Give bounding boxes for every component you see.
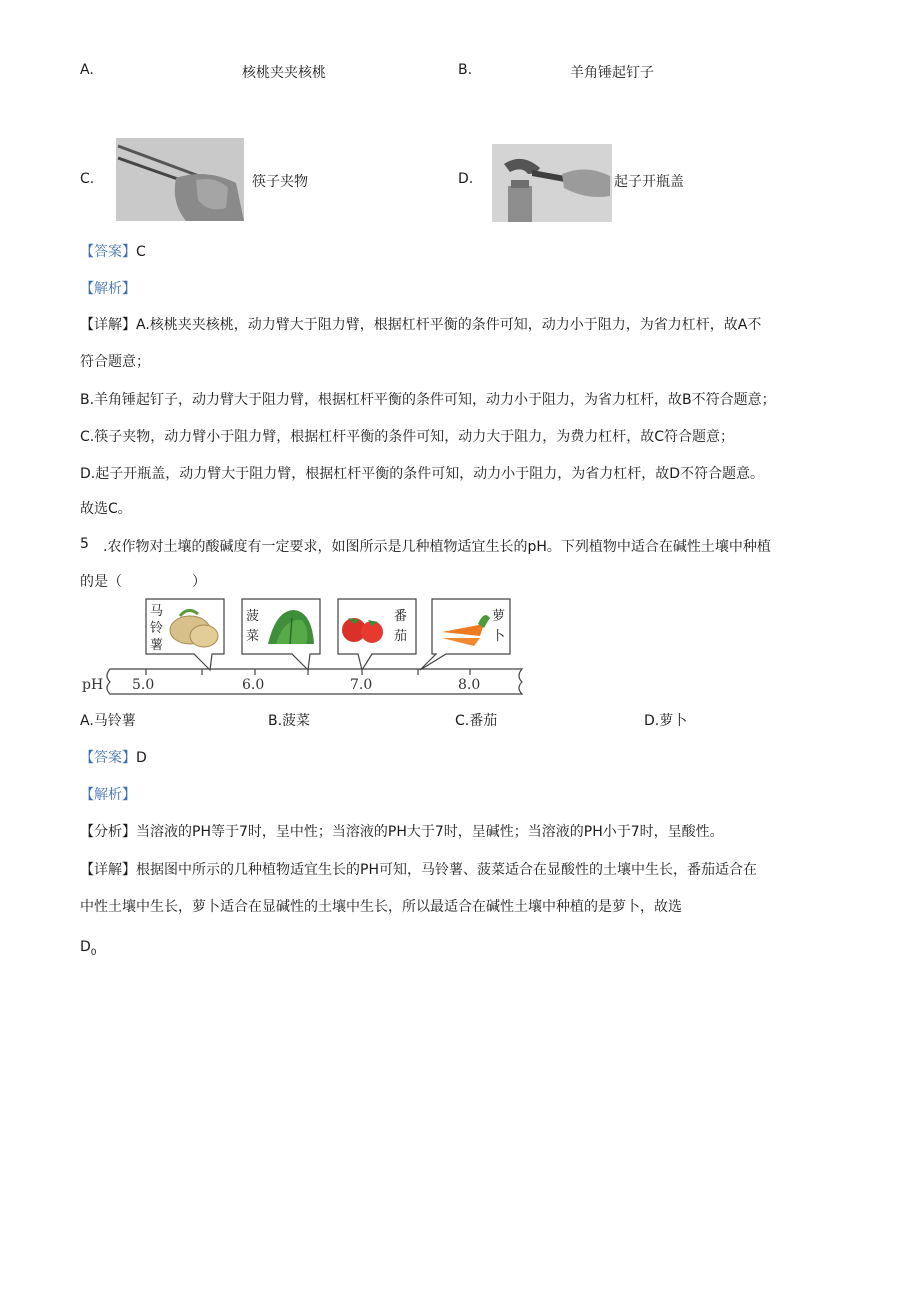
tomato-label-char-2: 茄 [394, 629, 408, 644]
q5-stem-line-2: 的是（ ） [80, 574, 206, 590]
chopsticks-photo [116, 138, 244, 221]
q4-conclusion: 故选C。 [80, 501, 132, 517]
tick-label-5: 5.0 [132, 677, 155, 693]
option-c-letter: C. [80, 171, 95, 187]
q5-detail-final-sub: 0 [90, 947, 97, 958]
q4-detail-line-4: C.筷子夹物，动力臂小于阻力臂，根据杠杆平衡的条件可知，动力大于阻力，为费力杠杆，故C符合题意； [80, 429, 734, 445]
option-b-letter: B. [458, 62, 473, 78]
q5-number: 5 [80, 536, 89, 552]
option-b-text: 羊角锤起钉子 [570, 65, 654, 81]
q5-answer-tag: 【答案】 [80, 750, 136, 766]
tick-label-6: 6.0 [242, 677, 265, 693]
potato-label-char-1: 马 [150, 604, 164, 619]
q5-detail-line-1 [80, 859, 757, 879]
q4-detail-line-1 [80, 314, 761, 334]
q5-detail-final-letter: D [80, 939, 91, 955]
callout-radish [420, 599, 510, 670]
option-d-letter: D. [458, 171, 474, 187]
callout-tomato [338, 599, 416, 670]
tomato-label-char-1: 番 [394, 609, 408, 624]
radish-label-char-1: 萝 [492, 609, 506, 624]
callout-potato [146, 599, 224, 670]
callout-spinach [242, 599, 320, 670]
potato-label-char-3: 薯 [150, 638, 164, 653]
q5-fenxi-text: 当溶液的PH等于7时，呈中性；当溶液的PH大于7时，呈碱性；当溶液的PH小于7时，呈酸性。 [136, 824, 724, 840]
analysis-tag: 【解析】 [80, 281, 136, 297]
q5-detail-line-3 [80, 939, 97, 958]
tick-label-8: 8.0 [458, 677, 481, 693]
q5-analysis-line [80, 784, 136, 804]
detail-tag: 【详解】 [80, 317, 136, 333]
answer-tag: 【答案】 [80, 244, 136, 260]
ph-axis-label: pH [82, 677, 104, 693]
detail-text-1: A.核桃夹夹核桃，动力臂大于阻力臂，根据杠杆平衡的条件可知，动力小于阻力，为省力杠杆，故A不 [136, 317, 762, 333]
option-a-text: 核桃夹夹核桃 [242, 65, 326, 81]
q5-option-d: D.萝卜 [644, 713, 688, 729]
q5-fenxi-tag: 【分析】 [80, 824, 136, 840]
q5-answer-line [80, 747, 147, 767]
q4-answer-line [80, 241, 146, 261]
ph-figure [80, 596, 530, 696]
q5-option-b: B.菠菜 [268, 713, 311, 729]
q5-option-c: C.番茄 [455, 713, 498, 729]
q4-detail-line-3: B.羊角锤起钉子，动力臂大于阻力臂，根据杠杆平衡的条件可知，动力小于阻力，为省力杠杆，故B不符合题意； [80, 392, 776, 408]
q5-analysis-tag: 【解析】 [80, 787, 136, 803]
q5-detail-line-2: 中性土壤中生长，萝卜适合在显碱性的土壤中生长，所以最适合在碱性土壤中种植的是萝卜，故选 [80, 899, 682, 915]
q5-detail-tag: 【详解】 [80, 862, 136, 878]
option-c-text: 筷子夹物 [252, 174, 308, 190]
bottle-opener-photo-image [492, 144, 612, 222]
spinach-label-char-2: 菜 [246, 629, 260, 644]
q5-fenxi-line [80, 821, 724, 841]
bottle-opener-photo [492, 144, 612, 222]
ph-figure-svg [80, 596, 530, 696]
q5-detail-text-1: 根据图中所示的几种植物适宜生长的PH可知，马铃薯、菠菜适合在显酸性的土壤中生长，番茄适合在 [136, 862, 757, 878]
q4-detail-line-5: D.起子开瓶盖，动力臂大于阻力臂，根据杠杆平衡的条件可知，动力小于阻力，为省力杠杆，故D不符合题意。 [80, 466, 765, 482]
q5-option-a: A.马铃薯 [80, 713, 136, 729]
spinach-label-char-1: 菠 [246, 609, 260, 624]
q4-analysis-line [80, 278, 136, 298]
potato-label-char-2: 铃 [150, 621, 164, 636]
answer-value: C [136, 244, 146, 260]
tick-label-7: 7.0 [350, 677, 373, 693]
option-a-letter: A. [80, 62, 94, 78]
chopsticks-photo-image [116, 138, 244, 221]
option-d-text: 起子开瓶盖 [614, 174, 684, 190]
q5-answer-value: D [136, 750, 147, 766]
q4-detail-line-2: 符合题意； [80, 354, 150, 370]
q5-stem-line-1: .农作物对土壤的酸碱度有一定要求，如图所示是几种植物适宜生长的pH。下列植物中适合在碱性土壤中种植 [103, 539, 771, 555]
radish-label-char-2: 卜 [492, 629, 506, 644]
